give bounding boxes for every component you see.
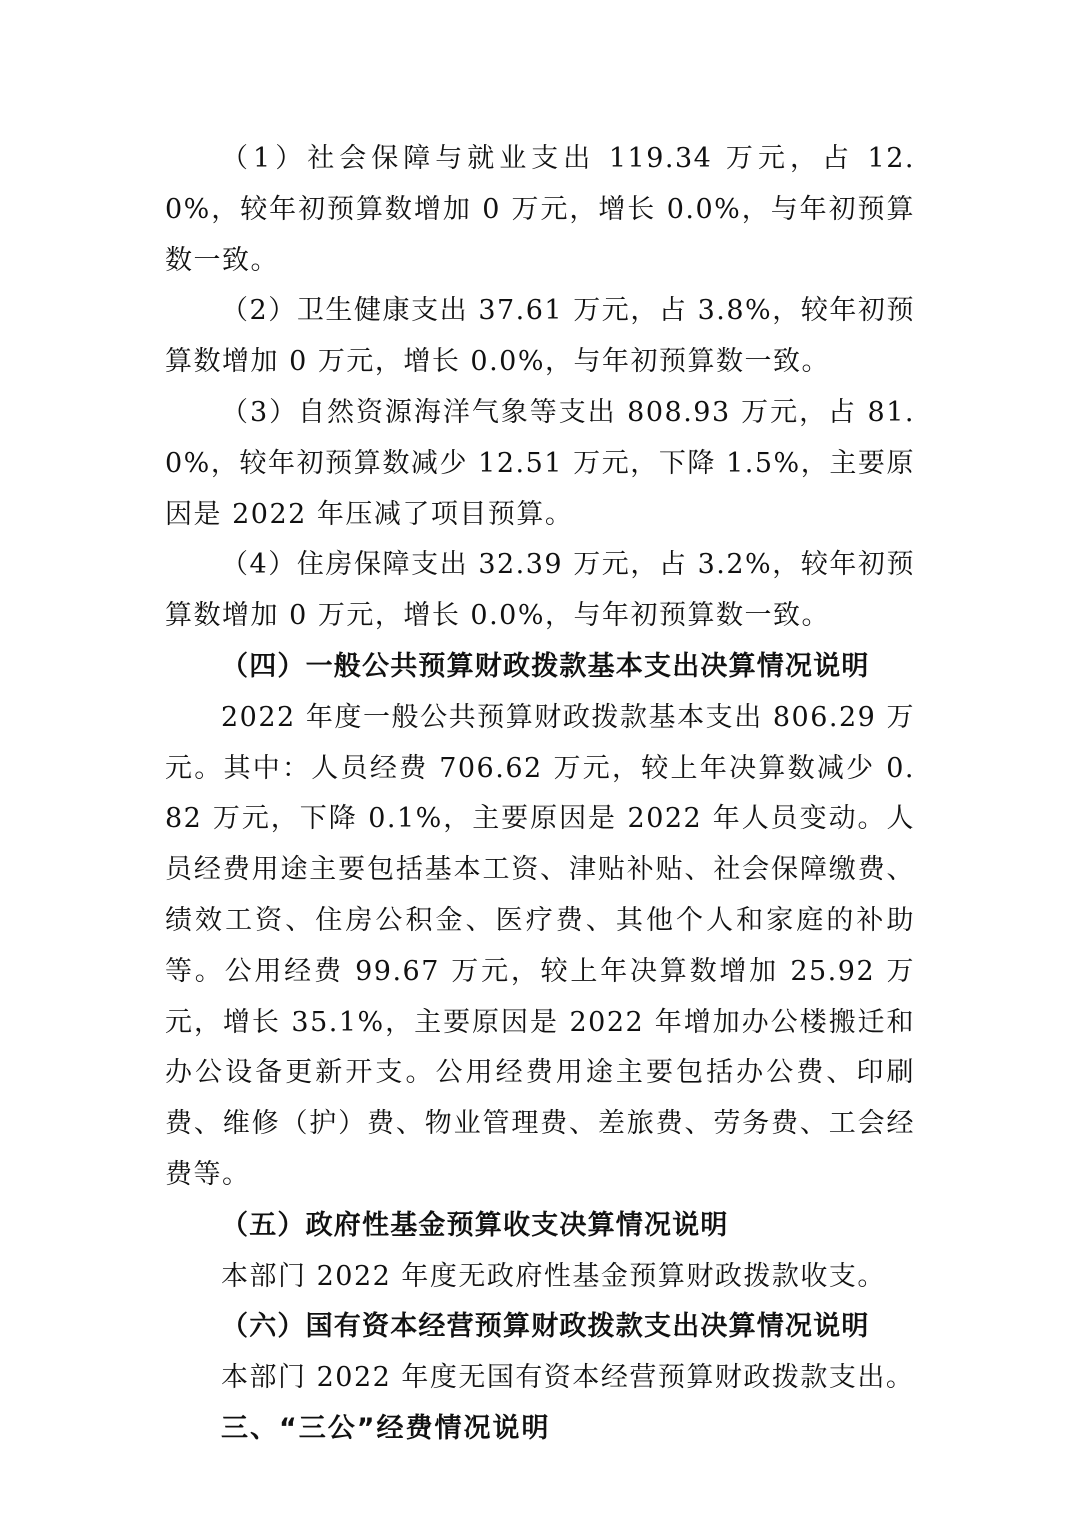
section-heading-state-capital: （六）国有资本经营预算财政拨款支出决算情况说明	[221, 1311, 870, 1343]
paragraph-housing: （4）住房保障支出 32.39 万元，占 3.2%，较年初预算数增加 0 万元，增长 0.0%，与年初预算数一致。	[165, 549, 915, 632]
section-heading-basic-expenditure: （四）一般公共预算财政拨款基本支出决算情况说明	[221, 650, 870, 682]
section-heading-government-fund: （五）政府性基金预算收支决算情况说明	[221, 1209, 729, 1241]
paragraph-social-security: （1）社会保障与就业支出 119.34 万元，占 12.0%，较年初预算数增加 0 万元，增长 0.0%，与年初预算数一致。	[165, 143, 915, 276]
paragraph-natural-resources: （3）自然资源海洋气象等支出 808.93 万元，占 81.0%，较年初预算数减少 12.51 万元，下降 1.5%，主要原因是 2022 年压减了项目预算。	[165, 396, 915, 530]
section-heading-three-public-expenses: 三、“三公”经费情况说明	[221, 1412, 551, 1444]
document-body	[165, 134, 915, 1455]
paragraph-basic-expenditure: 2022 年度一般公共预算财政拨款基本支出 806.29 万元。其中：人员经费 706.62 万元，较上年决算数减少 0.82 万元，下降 0.1%，主要原因是 2022 年人员变动。人员经费用途主要包括基本工资、津贴补贴、社会保障缴费、绩效工资、住房公积金、医疗费、其他个人和家庭的补助等。公用经费 99.67 万元，较上年决算数增加 25.92 万元，增长 35.1%，主要原因是 2022 年增加办公楼搬迁和办公设备更新开支。公用经费用途主要包括办公费、印刷费、维修（护）费、物业管理费、差旅费、劳务费、工会经费等。	[165, 701, 915, 1190]
paragraph-government-fund: 本部门 2022 年度无政府性基金预算财政拨款收支。	[221, 1260, 886, 1292]
paragraph-state-capital: 本部门 2022 年度无国有资本经营预算财政拨款支出。	[221, 1362, 915, 1394]
paragraph-health: （2）卫生健康支出 37.61 万元，占 3.8%，较年初预算数增加 0 万元，增长 0.0%，与年初预算数一致。	[165, 295, 915, 378]
